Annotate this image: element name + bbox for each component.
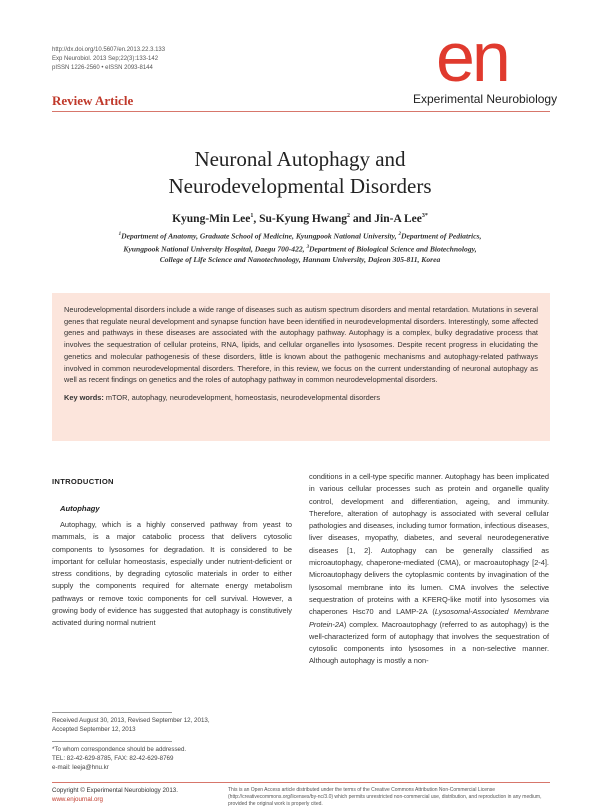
title-line-2: Neurodevelopmental Disorders (168, 174, 432, 198)
article-title (60, 146, 540, 200)
article-type: Review Article (52, 93, 134, 108)
author-2: Su-Kyung Hwang (259, 213, 347, 225)
affil-mark: 2 (398, 232, 402, 237)
body-column-left: Autophagy, which is a highly conserved pathway from yeast to mammals, is a major catabolic process that delivers cytosolic components to lysosomes for degradation. It is considered to be important for cellular homeostasis, especially under nutrient-deficient or stress conditions, by degrading cytosolic materials in order to either supply the components required for alternate energy metabolism pathways or remove toxic components for cell survival. However, a growing body of evidence has suggested that autophagy is constitutively activated during normal nutrient (52, 520, 292, 628)
email-link[interactable]: e-mail: leeja@hnu.kr (52, 764, 109, 771)
license-text: This is an Open Access article distributed under the terms of the Creative Commons Attribution Non-Commercial License (http://creativecommons.org/licenses/by-nc/3.0) which permits unrestricted non-commercial use, distribution, and reproduction in any medium, provided the original work is properly cited. (228, 787, 542, 807)
journal-name: Experimental Neurobiology (413, 92, 558, 106)
footnote-divider (52, 741, 172, 742)
footnote-divider (52, 712, 172, 713)
author-3-affil: 3* (421, 213, 428, 220)
header-divider (52, 111, 550, 112)
correspondence (52, 745, 292, 772)
website-link[interactable]: www.enjournal.org (52, 796, 103, 803)
article-meta (52, 46, 165, 73)
title-line-1: Neuronal Autophagy and (194, 147, 406, 171)
keywords (64, 393, 538, 402)
affil-mark: 1 (118, 232, 122, 237)
affiliation-line (60, 242, 540, 255)
footer-divider (52, 782, 550, 783)
abstract-text: Neurodevelopmental disorders include a wide range of diseases such as autism spectrum disorders and mental retardation. Mutations in several genes that regulate neural development and synapse function have been identified in neurodevelopmental disorders. Interestingly, some affected genes and pathways in these diseases are associated with the autophagy pathway. Autophagy is a complex, bulky degradative process that involves the sequestration of cellular proteins, RNA, lipids, and cellular organelles into lysosomes. Despite recent progress in elucidating the genetics and molecular pathogenesis of these disorders, little is known about the pathogenic mechanisms and autophagy-related pathways involved in common neurodevelopmental disorders. Therefore, in this review, we focus on the current understanding of neuronal autophagy as well as recent findings on genetics and the roles of autophagy pathway in common neurodevelopmental disorders. (64, 305, 538, 385)
accepted-line: Accepted September 12, 2013 (52, 726, 136, 733)
phone-fax: TEL: 82-42-629-8785, FAX: 82-42-629-8769 (52, 755, 174, 762)
abstract-box (52, 293, 550, 441)
author-list (60, 213, 540, 225)
received-dates (52, 716, 292, 734)
journal-logo-mark: en (436, 18, 508, 96)
issn: pISSN 1226-2560 • eISSN 2093-8144 (52, 65, 153, 71)
keywords-label: Key words: (64, 392, 104, 402)
body-text: ) complex. Macroautophagy (referred to as autophagy) is the well-characterized form of autophagy that involves the sequestration of cytosolic components into lysosomes in a non-selective manner. Although autophagy is mostly a non- (309, 619, 549, 666)
author-separator: , (253, 213, 260, 225)
received-line: Received August 30, 2013, Revised September 12, 2013, (52, 717, 210, 724)
keywords-list: mTOR, autophagy, neurodevelopment, homeostasis, neurodevelopmental disorders (103, 392, 381, 402)
author-separator: and (350, 213, 375, 225)
affil-text: Department of Anatomy, Graduate School of Medicine, Kyungpook National University, (121, 231, 399, 241)
author-2-affil: 2 (347, 213, 350, 220)
affil-text: Department of Pediatrics, (401, 231, 482, 241)
affil-mark: 3 (306, 244, 309, 250)
subsection-heading: Autophagy (60, 504, 100, 513)
affiliations (60, 229, 540, 265)
author-3: Jin-A Lee (374, 213, 422, 225)
author-1-affil: 1 (250, 213, 254, 220)
affiliation-line: College of Life Science and Nanotechnology, Hannam University, Dajeon 305-811, Korea (159, 255, 441, 265)
doi-link[interactable]: http://dx.doi.org/10.5607/en.2013.22.3.133 (52, 47, 166, 53)
body-text-italic: Lysosomal-Associated Membrane Protein-2A (309, 607, 549, 629)
body-text: conditions in a cell-type specific manner. Autophagy has been implicated in various cellular processes such as protein and organelle quality control, development and differentiation, ageing, and immunity. Therefore, alteration of autophagy is associated with several cellular pathologies and diseases, including tumor formation, infectious diseases, liver diseases, myopathy, diabetes, and several neurodegenerative diseases [1, 2]. Autophagy can be generally classified as microautophagy, chaperone-mediated (CMA), or macroautophagy [2-4]. Microautophagy delivers the cytoplasmic contents by invagination of the lysosomal membrane into its lumen. CMA involves the selective sequestration of proteins with a KFERQ-like motif into lysosomes via chaperones Hsc70 and LAMP-2A ( (309, 472, 549, 617)
affiliation-line (60, 229, 540, 242)
body-column-right (309, 471, 549, 668)
affil-text: Kyungpook National University Hospital, Daegu 700-422, (123, 244, 307, 254)
section-heading: INTRODUCTION (52, 477, 114, 486)
author-1: Kyung-Min Lee (172, 213, 251, 225)
citation: Exp Neurobiol. 2013 Sep;22(3):133-142 (52, 56, 159, 62)
affil-text: Department of Biological Science and Biotechnology, (308, 244, 477, 254)
copyright: Copyright © Experimental Neurobiology 2013. (52, 787, 178, 794)
correspondence-note: *To whom correspondence should be addressed. (52, 746, 187, 753)
